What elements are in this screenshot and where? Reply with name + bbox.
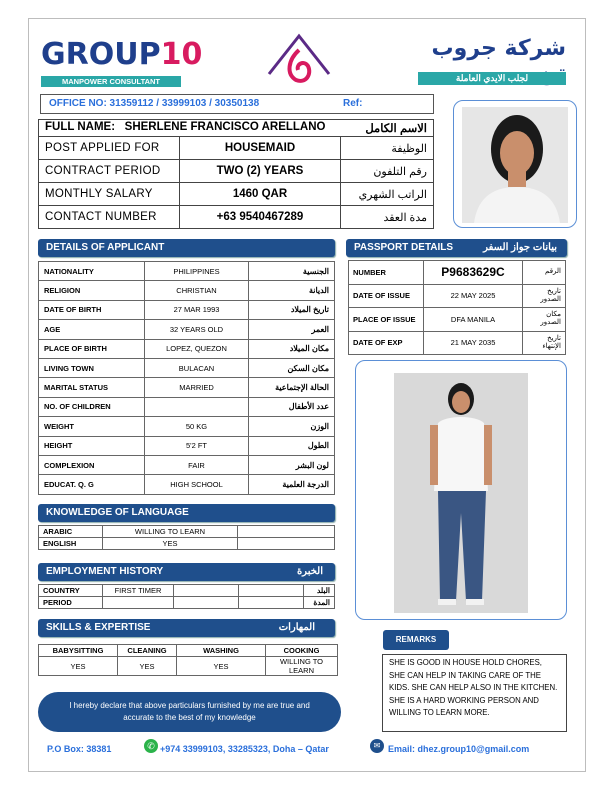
email-icon: ✉ — [370, 739, 384, 753]
details-row — [39, 475, 335, 494]
details-arabic: تاريخ الميلاد — [249, 300, 335, 319]
employment-title-arabic: الخبرة — [296, 566, 323, 577]
details-arabic: عدد الأطفال — [249, 397, 335, 416]
details-banner: DETAILS OF APPLICANT — [38, 239, 335, 257]
language-table — [38, 525, 335, 550]
details-arabic: الوزن — [249, 417, 335, 436]
summary-row — [39, 206, 434, 229]
skills-title-arabic: المهارات — [278, 622, 315, 633]
details-arabic: الدرجة العلمية — [249, 475, 335, 494]
summary-value: +63 9540467289 — [180, 206, 341, 229]
details-label: COMPLEXION — [39, 455, 145, 474]
country-arabic: البلد — [304, 585, 335, 597]
skill-value: YES — [39, 657, 118, 676]
summary-label: CONTACT NUMBER — [39, 206, 180, 229]
po-box: P.O Box: 38381 — [47, 744, 112, 754]
summary-label: MONTHLY SALARY — [39, 183, 180, 206]
passport-value: 21 MAY 2035 — [424, 331, 523, 355]
language-value: WILLING TO LEARN — [103, 526, 238, 538]
details-label: RELIGION — [39, 281, 145, 300]
passport-title: PASSPORT DETAILS — [354, 242, 454, 253]
logo-tagline: MANPOWER CONSULTANT — [41, 76, 181, 87]
details-arabic: الجنسية — [249, 262, 335, 281]
details-arabic: مكان الميلاد — [249, 339, 335, 358]
details-label: MARITAL STATUS — [39, 378, 145, 397]
passport-row — [349, 261, 566, 285]
passport-arabic: مكان الصدور — [523, 308, 566, 332]
full-name-value: SHERLENE FRANCISCO ARELLANO — [124, 121, 326, 133]
passport-row — [349, 308, 566, 332]
employment-row — [39, 597, 335, 609]
fullbody-photo — [394, 373, 528, 613]
passport-table — [348, 260, 566, 355]
details-label: NATIONALITY — [39, 262, 145, 281]
skills-value-row — [39, 657, 338, 676]
full-name-arabic: الاسم الكامل — [365, 123, 427, 135]
details-arabic: الطول — [249, 436, 335, 455]
passport-title-arabic: بيانات جواز السفر — [483, 242, 557, 253]
summary-table — [38, 119, 434, 229]
passport-row — [349, 284, 566, 308]
language-banner: KNOWLEDGE OF LANGUAGE — [38, 504, 335, 522]
details-row — [39, 378, 335, 397]
skill-value: YES — [177, 657, 266, 676]
details-value: 32 YEARS OLD — [145, 320, 249, 339]
summary-arabic: الوظيفة — [341, 137, 434, 160]
summary-arabic: مدة العقد — [341, 206, 434, 229]
passport-number: P9683629C — [424, 261, 523, 285]
full-name-label: FULL NAME: — [45, 121, 116, 133]
details-row — [39, 358, 335, 377]
details-row — [39, 320, 335, 339]
details-row — [39, 281, 335, 300]
ref-label: Ref: — [343, 98, 363, 109]
passport-banner — [346, 239, 567, 257]
passport-arabic: تاريخ الإنتهاء — [523, 331, 566, 355]
employment-banner — [38, 563, 335, 581]
details-label: EDUCAT. Q. G — [39, 475, 145, 494]
details-label: NO. OF CHILDREN — [39, 397, 145, 416]
summary-value: 1460 QAR — [180, 183, 341, 206]
details-label: HEIGHT — [39, 436, 145, 455]
details-arabic: العمر — [249, 320, 335, 339]
passport-label: DATE OF EXP — [349, 331, 424, 355]
passport-label: DATE OF ISSUE — [349, 284, 424, 308]
summary-row — [39, 183, 434, 206]
skills-header-row — [39, 645, 338, 657]
language-row — [39, 538, 335, 550]
details-value: LOPEZ, QUEZON — [145, 339, 249, 358]
period-arabic: المدة — [304, 597, 335, 609]
details-value: CHRISTIAN — [145, 281, 249, 300]
summary-row — [39, 137, 434, 160]
footer-phones: +974 33999103, 33285323, Doha – Qatar — [160, 744, 329, 754]
details-arabic: مكان السكن — [249, 358, 335, 377]
country-label: COUNTRY — [39, 585, 103, 597]
details-label: DATE OF BIRTH — [39, 300, 145, 319]
details-value: PHILIPPINES — [145, 262, 249, 281]
details-arabic: لون البشر — [249, 455, 335, 474]
employment-title: EMPLOYMENT HISTORY — [46, 566, 164, 577]
details-row — [39, 397, 335, 416]
summary-row — [39, 160, 434, 183]
details-label: AGE — [39, 320, 145, 339]
passport-value: 22 MAY 2025 — [424, 284, 523, 308]
summary-label: CONTRACT PERIOD — [39, 160, 180, 183]
passport-row — [349, 331, 566, 355]
declaration-box: I hereby declare that above particulars furnished by me are true and accurate to the best of my knowledge — [38, 692, 341, 732]
language-row — [39, 526, 335, 538]
remarks-text: SHE IS GOOD IN HOUSE HOLD CHORES, SHE CAN HELP IN TAKING CARE OF THE KIDS. SHE CAN HELP ALSO IN THE KITCHEN. SHE IS A HARD WORKING PERSON AND WILLING TO LEARN MORE. — [382, 654, 567, 732]
language-label: ENGLISH — [39, 538, 103, 550]
passport-arabic: الرقم — [523, 261, 566, 285]
arabic-tagline: لجلب الايدي العاملة — [418, 72, 566, 85]
skill-header: BABYSITTING — [39, 645, 118, 657]
remarks-title: REMARKS — [383, 630, 449, 650]
skills-table — [38, 644, 338, 676]
details-label: PLACE OF BIRTH — [39, 339, 145, 358]
whatsapp-icon: ✆ — [144, 739, 158, 753]
country-value: FIRST TIMER — [103, 585, 174, 597]
passport-value: DFA MANILA — [424, 308, 523, 332]
skill-header: CLEANING — [118, 645, 177, 657]
details-table — [38, 261, 335, 495]
language-value: YES — [103, 538, 238, 550]
headshot-photo-frame — [453, 100, 577, 228]
summary-arabic: رقم التلفون — [341, 160, 434, 183]
details-value: FAIR — [145, 455, 249, 474]
skill-value: YES — [118, 657, 177, 676]
details-row — [39, 417, 335, 436]
details-value: HIGH SCHOOL — [145, 475, 249, 494]
employment-table — [38, 584, 335, 609]
passport-arabic: تاريخ الصدور — [523, 284, 566, 308]
details-row — [39, 436, 335, 455]
details-label: WEIGHT — [39, 417, 145, 436]
footer-email[interactable]: Email: dhez.group10@gmail.com — [388, 744, 530, 754]
summary-label: POST APPLIED FOR — [39, 137, 180, 160]
details-row — [39, 262, 335, 281]
summary-value: TWO (2) YEARS — [180, 160, 341, 183]
details-value: 50 KG — [145, 417, 249, 436]
passport-label: NUMBER — [349, 261, 424, 285]
details-value: BULACAN — [145, 358, 249, 377]
company-emblem-icon — [264, 30, 334, 88]
office-number-bar — [40, 94, 434, 114]
details-value: 5'2 FT — [145, 436, 249, 455]
employment-row — [39, 585, 335, 597]
office-number: OFFICE NO: 31359112 / 33999103 / 30350138 — [49, 98, 260, 109]
company-logo: GROUP10 — [41, 37, 203, 72]
details-label: LIVING TOWN — [39, 358, 145, 377]
details-row — [39, 300, 335, 319]
headshot-photo — [462, 107, 568, 223]
summary-arabic: الراتب الشهري — [341, 183, 434, 206]
language-label: ARABIC — [39, 526, 103, 538]
full-name-row — [39, 120, 434, 137]
details-row — [39, 455, 335, 474]
details-value: 27 MAR 1993 — [145, 300, 249, 319]
skill-header: COOKING — [266, 645, 338, 657]
period-label: PERIOD — [39, 597, 103, 609]
details-arabic: الحالة الإجتماعية — [249, 378, 335, 397]
summary-value: HOUSEMAID — [180, 137, 341, 160]
details-value: MARRIED — [145, 378, 249, 397]
details-value — [145, 397, 249, 416]
arabic-company-name: شركة جروب — [431, 36, 566, 61]
skill-header: WASHING — [177, 645, 266, 657]
skills-title: SKILLS & EXPERTISE — [46, 622, 151, 633]
details-arabic: الديانة — [249, 281, 335, 300]
fullbody-photo-frame — [355, 360, 567, 620]
skill-value: WILLING TO LEARN — [266, 657, 338, 676]
passport-label: PLACE OF ISSUE — [349, 308, 424, 332]
details-row — [39, 339, 335, 358]
skills-banner — [38, 619, 335, 637]
